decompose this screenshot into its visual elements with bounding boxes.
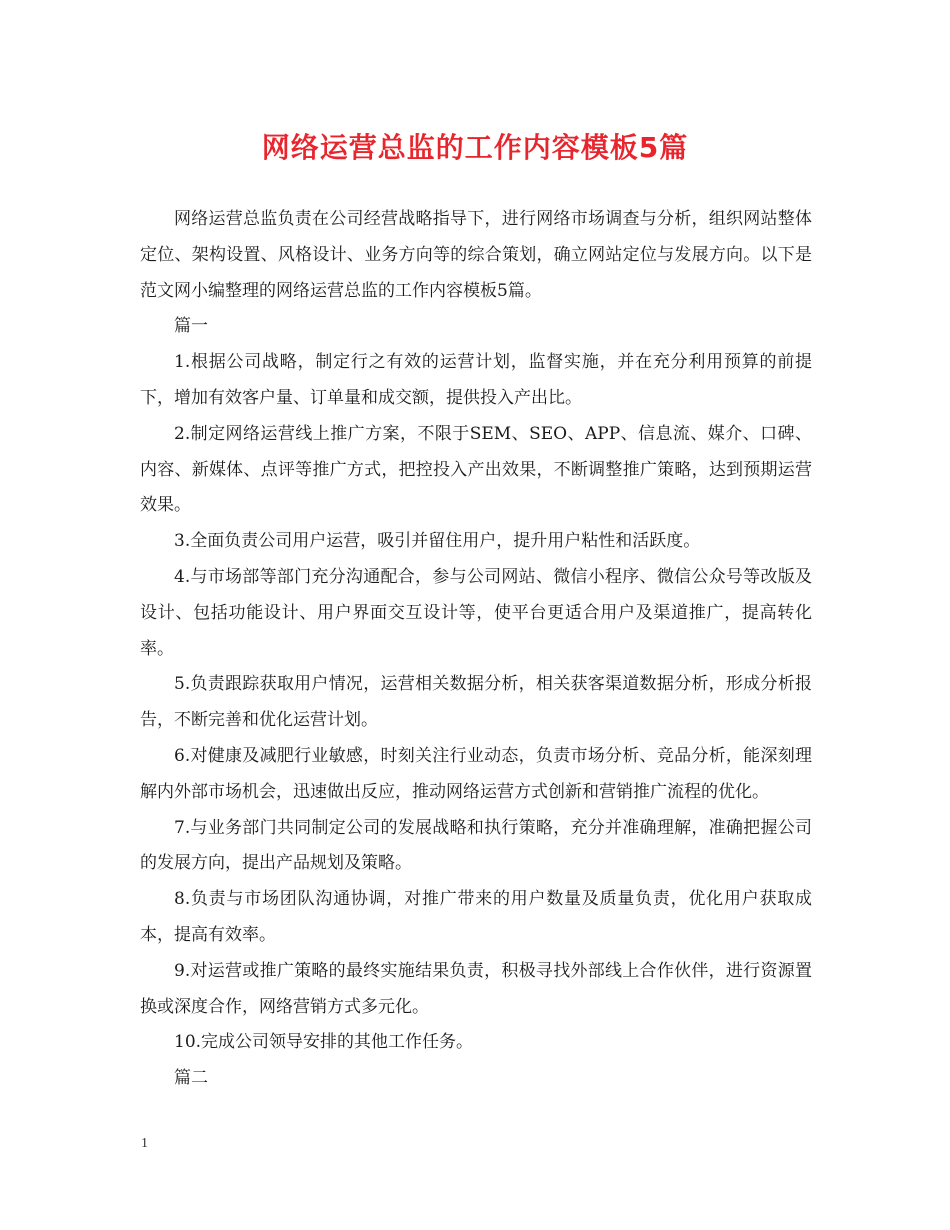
list-item: 9.对运营或推广策略的最终实施结果负责，积极寻找外部线上合作伙伴，进行资源置换或深度合作，网络营销方式多元化。 xyxy=(140,960,812,1017)
list-item: 8.负责与市场团队沟通协调，对推广带来的用户数量及质量负责，优化用户获取成本，提高有效率。 xyxy=(140,889,812,945)
list-item: 2.制定网络运营线上推广方案，不限于SEM、SEO、APP、信息流、媒介、口碑、内容、新媒体、点评等推广方式，把控投入产出效果，不断调整推广策略，达到预期运营效果。 xyxy=(140,423,812,516)
section-heading: 篇二 xyxy=(174,1068,208,1089)
section-heading: 篇一 xyxy=(174,316,208,337)
list-item: 7.与业务部门共同制定公司的发展战略和执行策略，充分并准确理解，准确把握公司的发展方向，提出产品规划及策略。 xyxy=(140,817,812,874)
list-item: 10.完成公司领导安排的其他工作任务。 xyxy=(174,1032,474,1053)
list-item: 1.根据公司战略，制定行之有效的运营计划，监督实施，并在充分利用预算的前提下，增加有效客户量、订单量和成交额，提供投入产出比。 xyxy=(140,352,812,408)
page-number: 1 xyxy=(141,1136,148,1151)
intro-paragraph: 网络运营总监负责在公司经营战略指导下，进行网络市场调查与分析，组织网站整体定位、架构设置、风格设计、业务方向等的综合策划，确立网站定位与发展方向。以下是范文网小编整理的网络运营总监的工作内容模板5篇。 xyxy=(140,209,812,301)
list-item: 6.对健康及减肥行业敏感，时刻关注行业动态，负责市场分析、竞品分析，能深刻理解内外部市场机会，迅速做出反应，推动网络运营方式创新和营销推广流程的优化。 xyxy=(140,745,812,802)
list-item: 5.负责跟踪获取用户情况，运营相关数据分析，相关获客渠道数据分析，形成分析报告，不断完善和优化运营计划。 xyxy=(140,674,812,731)
list-item: 4.与市场部等部门充分沟通配合，参与公司网站、微信小程序、微信公众号等改版及设计、包括功能设计、用户界面交互设计等，使平台更适合用户及渠道推广，提高转化率。 xyxy=(140,566,812,659)
document-body xyxy=(140,202,812,1097)
document-title: 网络运营总监的工作内容模板5篇 xyxy=(261,131,689,164)
list-item: 3.全面负责公司用户运营，吸引并留住用户，提升用户粘性和活跃度。 xyxy=(174,531,701,552)
